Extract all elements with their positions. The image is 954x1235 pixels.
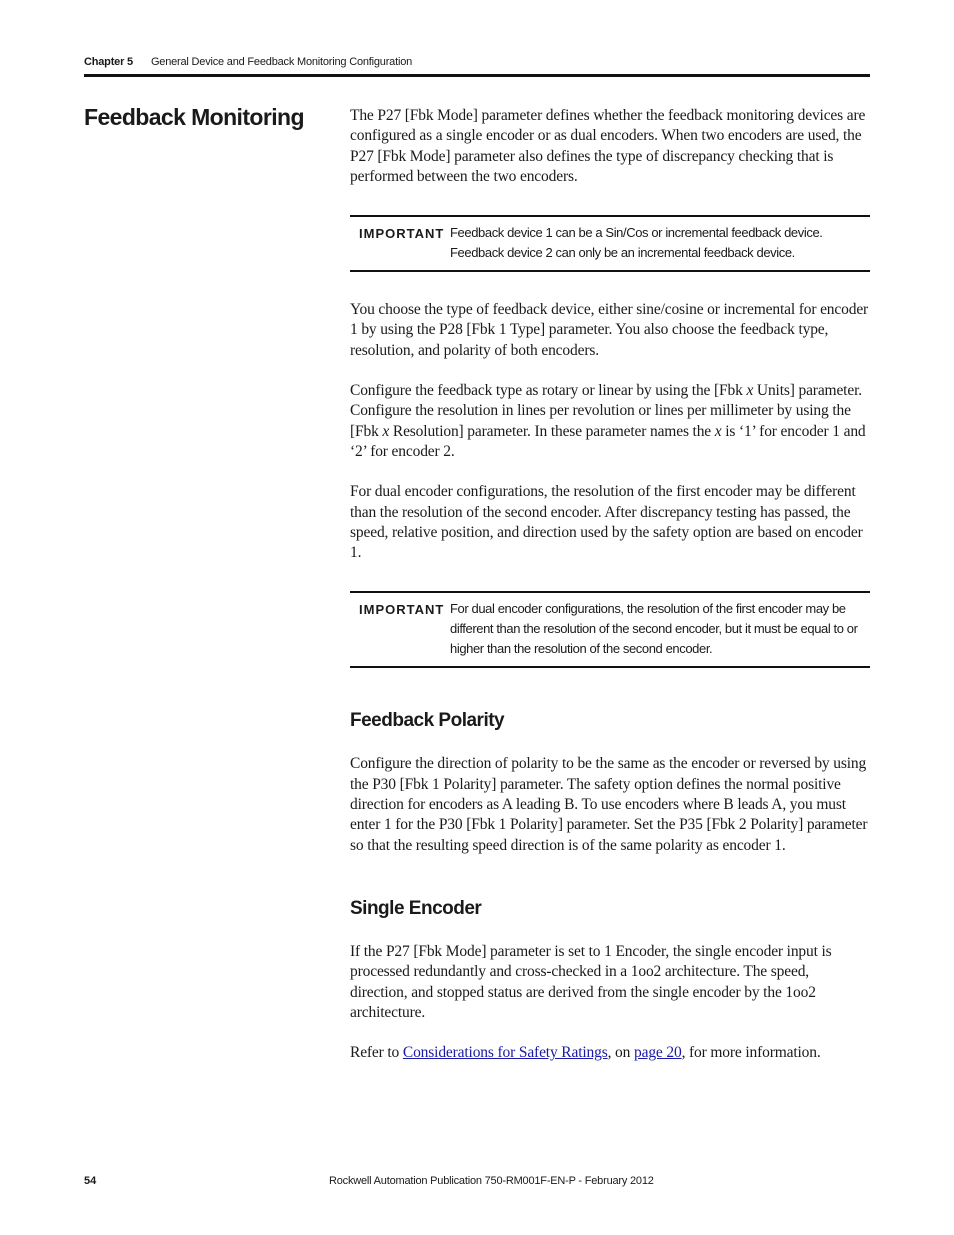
paragraph-fbk-mode: The P27 [Fbk Mode] parameter defines whether the feedback monitoring devices are configured as a single encoder or as dual encoders. When two encoders are used, the P27 [Fbk Mode] parameter also defines the type of discrepancy checking that is performed between the two encoders.: [350, 107, 866, 185]
page-number: 54: [84, 1175, 97, 1187]
paragraph-refer: [350, 1043, 870, 1063]
text-run: Refer to: [350, 1044, 403, 1062]
variable-x: x: [746, 382, 754, 400]
text-run: Resolution] parameter. In these parameter names the: [389, 422, 715, 440]
publication-info: Rockwell Automation Publication 750-RM001F-EN-P - February 2012: [329, 1175, 654, 1187]
text-run: is ‘1’ for encoder 1 and ‘2’ for encoder 2.: [350, 422, 866, 460]
important-label: IMPORTANT: [359, 602, 445, 618]
chapter-title: General Device and Feedback Monitoring Configuration: [150, 56, 413, 68]
important-text: For dual encoder configurations, the resolution of the first encoder may be different than the resolution of the second encoder, but it must be equal to or higher than the resolution of the second encoder.: [450, 601, 858, 657]
important-box-2: [350, 591, 870, 668]
chapter-label: Chapter 5: [84, 56, 133, 68]
link-page-20[interactable]: page 20: [633, 1044, 682, 1062]
important-text: Feedback device 1 can be a Sin/Cos or incremental feedback device. Feedback device 2 can only be an incremental feedback device.: [450, 225, 823, 261]
text-run: , for more information.: [681, 1044, 821, 1062]
text-run: Units] parameter. Configure the resolution in lines per revolution or lines per millimeter by using the [Fbk: [350, 382, 862, 440]
paragraph-single-encoder: If the P27 [Fbk Mode] parameter is set to 1 Encoder, the single encoder input is processed redundantly and cross-checked in a 1oo2 architecture. The speed, direction, and stopped status are derived from the single encoder by the 1oo2 architecture.: [350, 942, 832, 1021]
running-header: [84, 52, 870, 70]
text-run: Configure the feedback type as rotary or linear by using the [Fbk: [350, 382, 747, 400]
subheading-feedback-polarity: Feedback Polarity: [350, 710, 505, 732]
variable-x: x: [382, 422, 390, 440]
important-label: IMPORTANT: [359, 226, 445, 242]
link-considerations-safety-ratings[interactable]: Considerations for Safety Ratings: [402, 1044, 608, 1062]
paragraph-polarity: Configure the direction of polarity to be the same as the encoder or reversed by using the P30 [Fbk 1 Polarity] parameter. The safety option defines the normal positive direction for encoders as A leading B. To use encoders where B leads A, you must enter 1 for the P30 [Fbk 1 Polarity] parameter. Set the P35 [Fbk 2 Polarity] parameter so that the resulting speed direction is of the same polarity as encoder 1.: [350, 755, 868, 854]
important-box-1: [350, 215, 870, 272]
section-title: Feedback Monitoring: [84, 104, 304, 130]
variable-x: x: [714, 422, 722, 440]
text-run: , on: [607, 1044, 634, 1062]
paragraph-feedback-type: [350, 381, 870, 462]
main-content: [350, 106, 870, 1083]
paragraph-device-type: You choose the type of feedback device, either sine/cosine or incremental for encoder 1 by using the P28 [Fbk 1 Type] parameter. You also choose the feedback type, resolution, and polarity of both encoders.: [350, 301, 869, 359]
paragraph-dual-encoder: For dual encoder configurations, the resolution of the first encoder may be different than the resolution of the second encoder. After discrepancy testing has passed, the speed, relative position, and direction used by the safety option are based on encoder 1.: [350, 483, 863, 562]
header-rule: [84, 74, 870, 77]
subheading-single-encoder: Single Encoder: [350, 897, 482, 919]
